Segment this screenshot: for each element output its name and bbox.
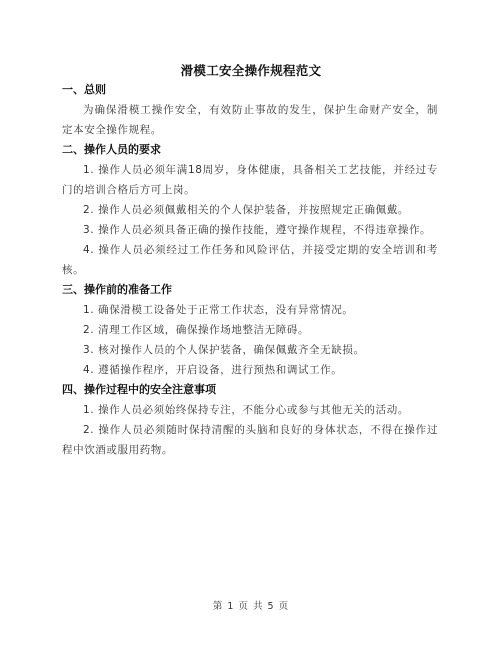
section-paragraph: 4. 遵循操作程序，开启设备，进行预热和调试工作。 [83, 364, 343, 376]
section-paragraph: 4. 操作人员必须经过工作任务和风险评估，并接受定期的安全培训和考核。 [62, 244, 438, 276]
section-heading: 三、操作前的准备工作 [62, 283, 172, 296]
section-paragraph: 2. 操作人员必须佩戴相关的个人保护装备，并按照规定正确佩戴。 [83, 204, 409, 216]
section-paragraph: 为确保滑模工操作安全，有效防止事故的发生，保护生命财产安全，制定本安全操作规程。 [62, 104, 438, 136]
document-body [62, 80, 438, 460]
document-title: 滑模工安全操作规程范文 [180, 63, 322, 78]
section-paragraph: 2. 清理工作区域，确保操作场地整洁无障碍。 [83, 324, 310, 336]
section-paragraph: 3. 操作人员必须具备正确的操作技能，遵守操作规程，不得违章操作。 [83, 224, 432, 236]
section-heading: 四、操作过程中的安全注意事项 [62, 383, 216, 396]
section-paragraph: 1. 确保滑模工设备处于正常工作状态，没有异常情况。 [83, 304, 354, 316]
section-paragraph: 3. 核对操作人员的个人保护装备，确保佩戴齐全无缺损。 [83, 344, 365, 356]
section-paragraph: 1. 操作人员必须始终保持专注，不能分心或参与其他无关的活动。 [83, 404, 409, 416]
section-paragraph: 2. 操作人员必须随时保持清醒的头脑和良好的身体状态，不得在操作过程中饮酒或服用药物。 [62, 424, 438, 456]
section-heading: 二、操作人员的要求 [62, 143, 161, 156]
section-paragraph: 1. 操作人员必须年满18周岁，身体健康，具备相关工艺技能，并经过专门的培训合格后方可上岗。 [62, 164, 438, 196]
page-number-footer: 第 1 页 共 5 页 [212, 601, 290, 612]
section-heading: 一、总则 [62, 83, 106, 96]
